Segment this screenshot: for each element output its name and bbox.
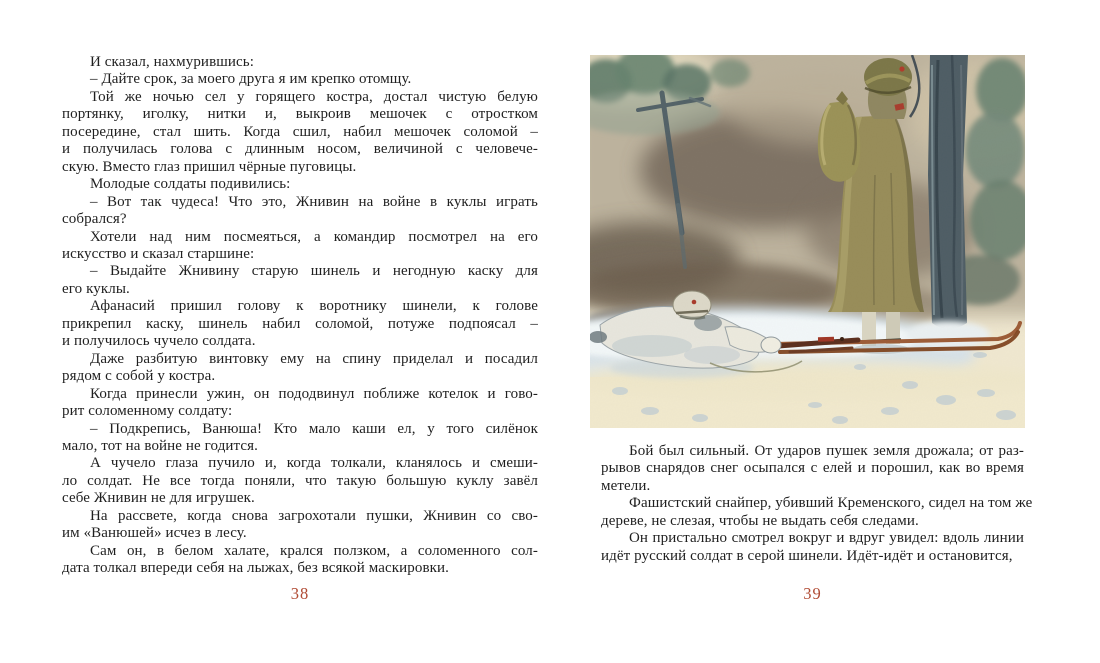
paragraph (62, 229, 538, 264)
right-page-text-column (601, 443, 1033, 565)
paragraph (62, 543, 538, 578)
text-line: собрался? (62, 211, 127, 228)
text-line: Даже разбитую винтовку ему на спину приделал и посадил (90, 350, 538, 367)
paragraph (601, 443, 1024, 495)
text-line: им «Ванюшей» исчез в лесу. (62, 525, 247, 542)
text-line: И сказал, нахмурившись: (90, 54, 254, 70)
paragraph (601, 495, 1033, 530)
page-number-right: 39 (803, 584, 822, 603)
text-line: Сам он, в белом халате, крался ползком, а соломенного сол- (90, 542, 538, 559)
text-line: портянку, иголку, нитки и, выкроив мешочек с отростком (62, 106, 538, 123)
text-line: прикрепил каску, шинель набил соломой, потуже подпоясал – (62, 315, 538, 332)
paragraph (62, 176, 538, 193)
text-line: ло солдат. Не все тогда поняли, что такую большую куклу завёл (62, 472, 538, 489)
text-line: На рассвете, когда снова загрохотали пушки, Жнивин со сво- (90, 507, 538, 524)
text-line: Он пристально смотрел вокруг и вдруг увидел: вдоль линии (629, 530, 1024, 547)
text-line: Молодые солдаты подивились: (90, 176, 291, 193)
paragraph (62, 54, 538, 71)
text-line: – Вот так чудеса! Что это, Жнивин на войне в куклы играть (90, 193, 538, 210)
book-illustration (590, 55, 1025, 428)
paper-grain (590, 55, 1025, 428)
text-line: Хотели над ним посмеяться, а командир посмотрел на его (90, 228, 538, 245)
text-line: рит соломенному солдату: (62, 403, 233, 420)
text-line: искусство и сказал старшине: (62, 245, 255, 262)
text-line: рывов снарядов снег осыпался с елей и порошил, как во время (601, 460, 1024, 477)
text-line: и получилась голова с длинным носом, величиной с человече- (62, 141, 538, 158)
paragraph (62, 71, 538, 88)
text-line: мало, тот на войне не годится. (62, 437, 258, 454)
text-line: скую. Вместо глаз пришил чёрные пуговицы. (62, 158, 357, 175)
paragraph (62, 455, 538, 507)
text-line: дата толкал впереди себя на лыжах, без всякой маскировки. (62, 560, 450, 577)
text-line: – Дайте срок, за моего друга я им крепко отомщу. (90, 71, 412, 88)
text-line: дереве, не слезая, чтобы не выдать себя следами. (601, 512, 919, 529)
text-line: – Подкрепись, Ванюша! Кто мало каши ел, у того силёнок (90, 420, 538, 437)
paragraph (62, 298, 538, 350)
page-number-left: 38 (290, 584, 310, 603)
text-line: – Выдайте Жнивину старую шинель и негодную каску для (90, 263, 538, 280)
paragraph (62, 508, 538, 543)
winter-scene-illustration (590, 55, 1025, 428)
paragraph (62, 351, 538, 386)
text-line: рядом с собой у костра. (62, 368, 216, 385)
text-line: Бой был сильный. От ударов пушек земля дрожала; от раз- (629, 443, 1024, 459)
paragraph (62, 421, 538, 456)
paragraph (601, 530, 1024, 565)
text-line: Фашистский снайпер, убивший Кременского, сидел на том же (629, 495, 1033, 512)
text-line: идёт русский солдат в серой шинели. Идёт-идёт и остановится, (601, 547, 1013, 564)
text-line: его куклы. (62, 280, 130, 297)
text-line: посередине, стал шить. Когда сшил, набил мешочек соломой – (62, 123, 538, 140)
text-line: себе Жнивин не для игрушек. (62, 490, 255, 507)
paragraph (62, 386, 538, 421)
text-line: А чучело глаза пучило и, когда толкали, кланялось и смеши- (90, 455, 538, 472)
text-line: Когда принесли ужин, он пододвинул поближе котелок и гово- (90, 385, 538, 402)
text-line: Афанасий пришил голову к воротнику шинели, к голове (90, 298, 538, 315)
text-line: метели. (601, 477, 651, 494)
left-page-text-column (62, 54, 538, 578)
paragraph (62, 89, 538, 176)
text-line: Той же ночью сел у горящего костра, достал чистую белую (90, 88, 538, 105)
text-line: и получилось чучело солдата. (62, 333, 256, 350)
paragraph (62, 263, 538, 298)
paragraph (62, 194, 538, 229)
